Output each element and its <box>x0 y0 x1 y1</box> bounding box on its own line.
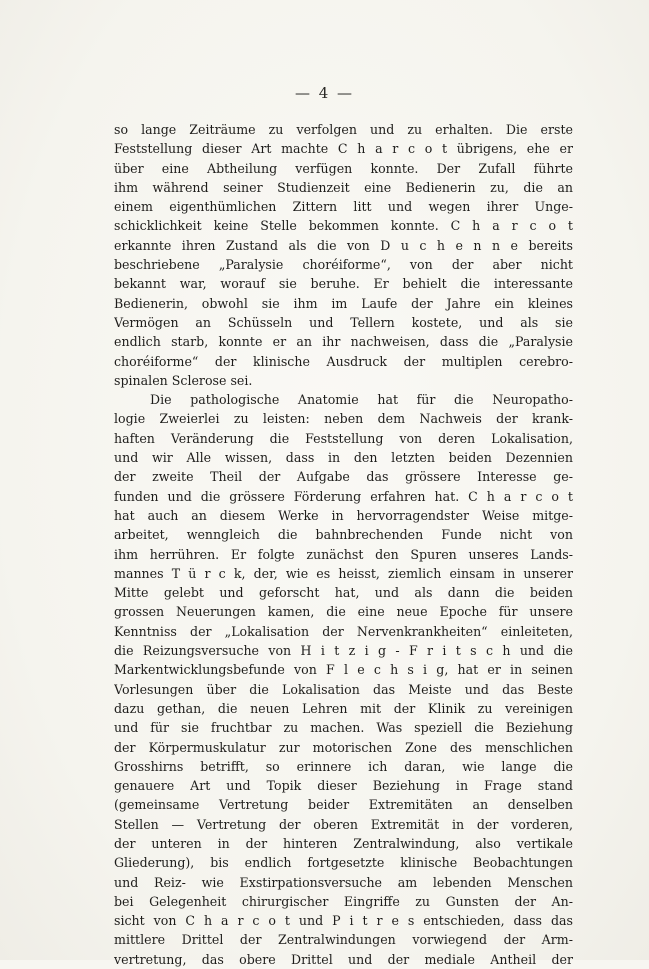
text-line: funden und die grössere Förderung erfahren hat. C h a r c o t <box>114 488 573 504</box>
text-line: Vorlesungen über die Lokalisation das Meiste und das Beste <box>114 681 573 697</box>
text-line: Gliederung), bis endlich fortgesetzte klinische Beobachtungen <box>114 855 573 871</box>
text-line: der zweite Theil der Aufgabe das grössere Interesse ge- <box>114 469 573 485</box>
text-line: einem eigenthümlichen Zittern litt und wegen ihrer Unge- <box>114 199 573 215</box>
text-line: Vermögen an Schüsseln und Tellern kostete, und als sie <box>114 314 573 330</box>
text-line: schicklichkeit keine Stelle bekommen konnte. C h a r c o t <box>114 218 573 234</box>
text-line: sicht von C h a r c o t und P i t r e s entschieden, dass das <box>114 913 573 929</box>
text-line: über eine Abtheilung verfügen konnte. Der Zufall führte <box>114 160 573 176</box>
text-line: spinalen Sclerose sei. <box>114 372 253 388</box>
text-line: haften Veränderung die Feststellung von deren Lokalisation, <box>114 430 573 446</box>
text-line: logie Zweierlei zu leisten: neben dem Nachweis der krank- <box>114 411 573 427</box>
text-line: arbeitet, wenngleich die bahnbrechenden Funde nicht von <box>114 527 573 543</box>
text-line: die Reizungsversuche von H i t z i g - F r i t s c h und die <box>114 643 573 659</box>
text-line: ihm herrühren. Er folgte zunächst den Spuren unseres Lands- <box>114 546 573 562</box>
text-line: mannes T ü r c k, der, wie es heisst, ziemlich einsam in unserer <box>114 565 573 581</box>
text-line: Grosshirns betrifft, so erinnere ich daran, wie lange die <box>114 758 573 774</box>
page-number: — 4 — <box>294 84 355 102</box>
text-line: mittlere Drittel der Zentralwindungen vorwiegend der Arm- <box>114 932 573 948</box>
text-line: choréiforme“ der klinische Ausdruck der multiplen cerebro- <box>114 353 573 369</box>
text-line: (gemeinsame Vertretung beider Extremitäten an denselben <box>114 797 573 813</box>
text-line: genauere Art und Topik dieser Beziehung in Frage stand <box>114 778 573 794</box>
text-line: und Reiz- wie Exstirpationsversuche am lebenden Menschen <box>114 874 573 890</box>
text-line: dazu gethan, die neuen Lehren mit der Klinik zu vereinigen <box>114 700 573 716</box>
text-line: Kenntniss der „Lokalisation der Nervenkrankheiten“ einleiteten, <box>114 623 573 639</box>
text-line: erkannte ihren Zustand als die von D u c h e n n e bereits <box>114 237 573 253</box>
text-line: Die pathologische Anatomie hat für die Neuropatho- <box>150 392 573 408</box>
text-line: und wir Alle wissen, dass in den letzten beiden Dezennien <box>114 450 573 466</box>
text-line: Markentwicklungsbefunde von F l e c h s i g, hat er in seinen <box>114 662 573 678</box>
text-line: vertretung, das obere Drittel und der mediale Antheil der <box>114 951 573 967</box>
body-text <box>114 120 573 969</box>
text-line: der Körpermuskulatur zur motorischen Zone des menschlichen <box>114 739 573 755</box>
text-line: ihm während seiner Studienzeit eine Bedienerin zu, die an <box>114 179 573 195</box>
text-line: Bedienerin, obwohl sie ihm im Laufe der Jahre ein kleines <box>114 295 573 311</box>
text-line: bekannt war, worauf sie beruhe. Er behielt die interessante <box>114 276 573 292</box>
text-line: Feststellung dieser Art machte C h a r c o t übrigens, ehe er <box>114 141 573 157</box>
text-line: Mitte gelebt und geforscht hat, und als dann die beiden <box>114 585 573 601</box>
text-line: Stellen — Vertretung der oberen Extremität in der vorderen, <box>114 816 573 832</box>
text-line: endlich starb, konnte er an ihr nachweisen, dass die „Paralysie <box>114 334 573 350</box>
text-line: grossen Neuerungen kamen, die eine neue Epoche für unsere <box>114 604 573 620</box>
text-line: beschriebene „Paralysie choréiforme“, von der aber nicht <box>114 257 573 273</box>
text-line: und für sie fruchtbar zu machen. Was speziell die Beziehung <box>114 720 573 736</box>
text-line: hat auch an diesem Werke in hervorragendster Weise mitge- <box>114 507 573 523</box>
text-line: der unteren in der hinteren Zentralwindung, also vertikale <box>114 835 573 851</box>
text-line: so lange Zeiträume zu verfolgen und zu erhalten. Die erste <box>114 122 573 137</box>
text-line: bei Gelegenheit chirurgischer Eingriffe zu Gunsten der An- <box>114 893 573 909</box>
